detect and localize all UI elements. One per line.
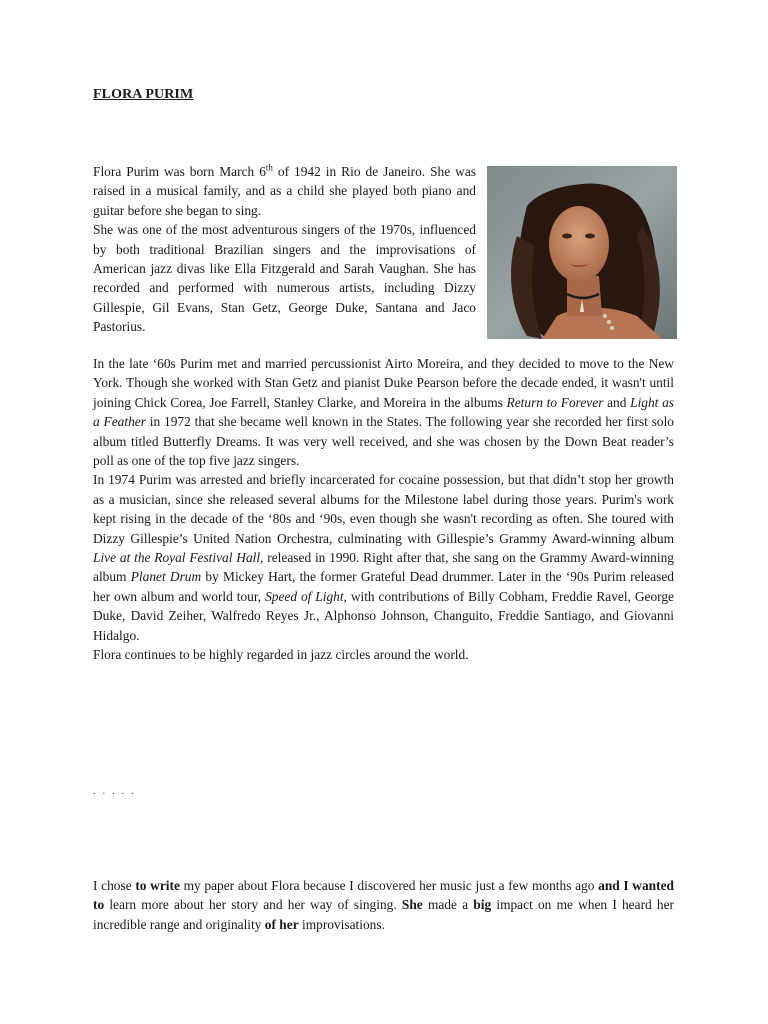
dot-separator: . . . . .: [93, 785, 136, 797]
album-title: Light as a Feather: [93, 394, 674, 430]
paragraph-legacy: Flora continues to be highly regarded in jazz circles around the world.: [93, 647, 469, 663]
text-run: made a: [422, 897, 474, 913]
closing-section: [93, 876, 674, 934]
biography-section: [93, 354, 674, 665]
album-title: Speed of Light,: [265, 588, 347, 604]
bold-run: big: [473, 897, 492, 913]
text-run: , released in 1990. Right after that, she sang on the Grammy Award-winning album: [93, 550, 674, 585]
text-run: in 1972 that she became well known in the States. The following year she recorded her first solo album titled Butterfly Dreams. It was very well received, and she was chosen by the Down Beat reader’s poll as one of the top five jazz singers.: [93, 414, 674, 469]
portrait-image-icon: [487, 166, 677, 339]
page-title: FLORA PURIM: [93, 87, 194, 102]
bold-run: and I wanted to: [93, 878, 674, 913]
text-run: by Mickey Hart, the former Grateful Dead drummer. Later in the ‘90s Purim released her own album and world tour,: [93, 569, 674, 604]
album-title: Return to Forever: [506, 394, 604, 410]
intro-text: Flora Purim was born March 6: [93, 164, 266, 179]
text-run: my paper about Flora because I discovered her music just a few months ago: [179, 878, 599, 893]
ordinal-suffix: th: [265, 162, 273, 173]
bold-run: to write: [135, 878, 180, 893]
text-run: learn more about her story and her way of singing.: [104, 897, 402, 913]
text-run: impact on me when I heard her incredible range and originality: [93, 897, 675, 932]
bold-run: She: [401, 897, 423, 913]
paragraph-later-career: [93, 470, 674, 645]
text-run: In the late ‘60s Purim met and married percussionist Airto Moreira, and they decided to move to the New York. Though she worked with Stan Getz and pianist Duke Pearson before the decade ended, it wasn't until joining Chick Corea, Joe Farrell, Stanley Clarke, and Moreira in the albums: [93, 356, 674, 410]
album-title: Planet Drum: [130, 569, 202, 585]
text-run: In 1974 Purim was arrested and briefly incarcerated for cocaine possession, but that didn’t stop her growth as a musician, since she released several albums for the Milestone label during those years. Purim's work kept rising in the decade of the ‘80s and ‘90s, even though she wasn't recording as often. She toured with Dizzy Gillespie’s United Nation Orchestra, culminating with Gillespie’s Grammy Award-winning album: [93, 472, 674, 546]
text-run: with contributions of Billy Cobham, Freddie Ravel, George Duke, David Zeiher, Walfredo Reyes Jr., Alphonso Johnson, Changuito, Freddie Santiago, and Giovanni Hidalgo.: [93, 588, 674, 643]
intro-paragraph-career: She was one of the most adventurous singers of the 1970s, influenced by both traditional Brazilian singers and the improvisations of American jazz divas like Ella Fitzgerald and Sarah Vaughan. She has recorded and performed with numerous artists, including Dizzy Gillespie, Gil Evans, Stan Getz, George Duke, Santana and Jaco Pastorius.: [93, 222, 476, 335]
text-run: improvisations.: [298, 916, 385, 932]
album-title: Live at the Royal Festival Hall: [93, 550, 261, 566]
portrait-photo: [487, 166, 677, 339]
paragraph-personal: [93, 876, 674, 934]
bold-run: of her: [264, 916, 299, 932]
intro-text-cont: of 1942 in Rio de Janeiro. She was raised in a musical family, and as a child she played both piano and guitar before she began to sing.: [93, 164, 476, 218]
intro-section: [93, 162, 476, 337]
paragraph-early-career: [93, 354, 674, 470]
intro-paragraph-birth: [93, 162, 476, 220]
text-run: and: [603, 394, 631, 410]
text-run: I chose: [93, 878, 136, 893]
